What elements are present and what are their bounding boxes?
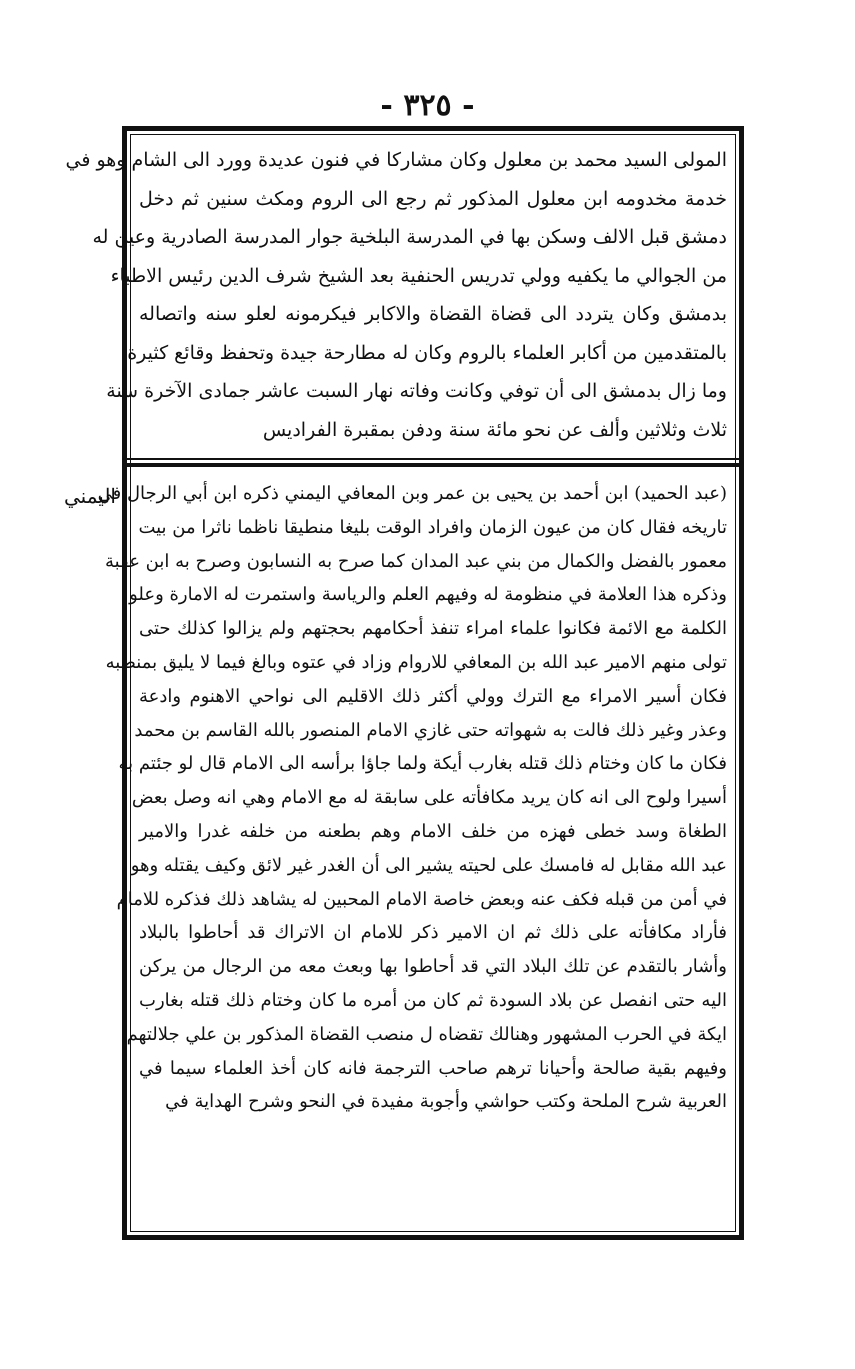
text-line: في أمن من قبله فكف عنه وبعض خاصة الامام المحبين له يشاهد ذلك فذكره للامام	[116, 888, 727, 910]
text-line: بدمشق وكان يتردد الى قضاة القضاة والاكابر فيكرمونه لعلو سنه واتصاله	[139, 303, 727, 325]
biography-entry-top	[65, 141, 727, 457]
text-line: وذكره هذا العلامة في منظومة له وفيهم العلم والرياسة واستمرت له الامارة وعلو	[129, 584, 727, 606]
text-line: دمشق قبل الالف وسكن بها في المدرسة البلخية جوار المدرسة الصادرية وعين له	[92, 226, 727, 248]
text-line: اليه حتى انفصل عن بلاد السودة ثم كان من أمره ما كان وختام ذلك قتله بغارب	[139, 989, 727, 1011]
page-number: - ٣٢٥ -	[380, 88, 475, 123]
text-line: فكان أسير الامراء مع الترك وولي أكثر ذلك الاقليم الى نواحي الاهنوم وادعة	[139, 685, 727, 707]
text-line: ثلاث وثلاثين وألف عن نحو مائة سنة ودفن بمقبرة الفراديس	[262, 418, 727, 441]
text-line: وفيهم بقية صالحة وأحيانا ترهم صاحب الترجمة فانه كان أخذ العلماء سيما في	[139, 1057, 727, 1079]
text-line: من الجوالي ما يكفيه وولي تدريس الحنفية بعد الشيخ شرف الدين رئيس الاطباء	[110, 264, 727, 287]
text-line: خدمة مخدومه ابن معلول المذكور ثم رجع الى الروم ومكث سنين ثم دخل	[139, 187, 727, 210]
text-line: وأشار بالتقدم عن تلك البلاد التي قد أحاطوا بها وبعث معه من الرجال من يركن	[139, 956, 727, 978]
text-line: معمور بالفضل والكمال من بني عبد المدان كما صرح به النسابون وصرح به ابن عقبة	[105, 550, 727, 572]
text-line: عبد الله مقابل له فامسك على لحيته يشير الى أن الغدر غير لائق وكيف يقتله وهو	[130, 854, 727, 876]
text-line: وعذر وغير ذلك فالت به شهواته حتى غازي الامام المنصور بالله القاسم بن محمد	[134, 719, 727, 741]
text-line: فأراد مكافأته على ذلك ثم ان الامير ذكر للامام ان الاتراك قد أحاطوا بالبلاد	[139, 922, 727, 944]
text-line: تولى منهم الامير عبد الله بن المعافي للاروام وزاد في عتوه وبالغ فيما لا يليق بمنصبه	[105, 651, 727, 673]
text-line: الطغاة وسد خطى فهزه من خلف الامام وهم بطعنه من خلفه غدرا والامير	[139, 820, 727, 842]
text-line: الكلمة مع الائمة فكانوا علماء امراء تنفذ أحكامهم بحجتهم ولم يزالوا كذلك حتى	[139, 618, 727, 640]
text-line: وما زال بدمشق الى أن توفي وكانت وفاته نهار السبت عاشر جمادى الآخرة سنة	[106, 380, 727, 402]
margin-note: اليمني	[64, 484, 116, 508]
text-line: أسيرا ولوح الى انه كان يريد مكافأته على سابقة له مع الامام وهي انه وصل بعض	[131, 787, 727, 809]
text-line: (عبد الحميد) ابن أحمد بن يحيى بن عمر وبن المعافي اليمني ذكره ابن أبي الرجال في	[97, 483, 727, 504]
section-divider	[127, 458, 739, 467]
text-line: تاريخه فقال كان من عيون الزمان وافراد الوقت بليغا منطيقا ناظما ناثرا من بيت	[138, 516, 727, 538]
biography-entry-bottom	[97, 477, 727, 1227]
text-line: بالمتقدمين من أكابر العلماء بالروم وكان له مطارحة جيدة وتحفظ وقائع كثيرة	[127, 341, 727, 364]
text-frame	[65, 126, 744, 1240]
text-line: فكان ما كان وختام ذلك قتله بغارب أيكة ولما جاؤا برأسه الى الامام قال لو جئتم به	[118, 753, 727, 775]
text-line: المولى السيد محمد بن معلول وكان مشاركا في فنون عديدة وورد الى الشام وهو في	[65, 149, 727, 171]
text-line: العربية شرح الملحة وكتب حواشي وأجوبة مفيدة في النحو وشرح الهداية في	[165, 1091, 727, 1113]
text-line: ايكة في الحرب المشهور وهنالك تقضاه ل منصب القضاة المذكور بن علي جلالتهم	[126, 1023, 727, 1045]
